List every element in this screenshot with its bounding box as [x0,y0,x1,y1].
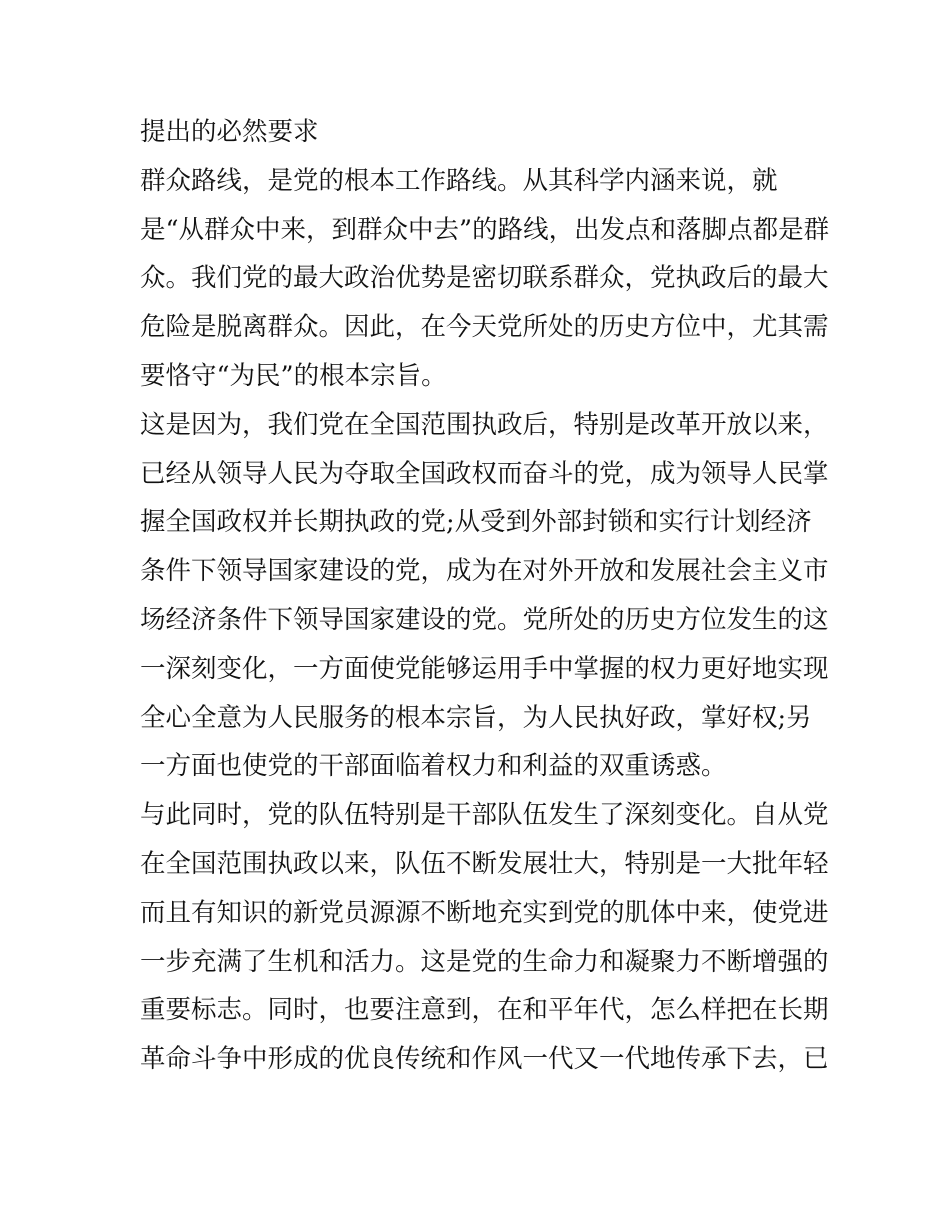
text-line: 危险是脱离群众。因此，在今天党所处的历史方位中，尤其需 [140,312,829,343]
text-line: 这是因为，我们党在全国范围执政后，特别是改革开放以来， [140,409,829,440]
text-line: 众。我们党的最大政治优势是密切联系群众，党执政后的最大 [140,263,829,294]
text-line: 全心全意为人民服务的根本宗旨，为人民执好政，掌好权;另 [140,702,812,733]
text-line: 重要标志。同时，也要注意到，在和平年代，怎么样把在长期 [140,995,829,1026]
text-line: 提出的必然要求 [140,117,319,147]
text-line: 革命斗争中形成的优良传统和作风一代又一代地传承下去，已 [140,1044,829,1075]
text-line: 握全国政权并长期执政的党;从受到外部封锁和实行计划经济 [140,507,812,538]
document-body [140,108,830,1084]
text-line: 要恪守“为民”的根本宗旨。 [140,360,447,391]
text-line: 一方面也使党的干部面临着权力和利益的双重诱惑。 [140,751,727,782]
text-line: 已经从领导人民为夺取全国政权而奋斗的党，成为领导人民掌 [140,458,829,489]
text-line: 而且有知识的新党员源源不断地充实到党的肌体中来，使党进 [140,897,829,928]
text-line: 是“从群众中来，到群众中去”的路线，出发点和落脚点都是群 [140,214,830,245]
text-line: 一步充满了生机和活力。这是党的生命力和凝聚力不断增强的 [140,946,829,977]
text-line: 场经济条件下领导国家建设的党。党所处的历史方位发生的这 [140,604,829,635]
text-line: 条件下领导国家建设的党，成为在对外开放和发展社会主义市 [140,556,829,587]
text-line: 一深刻变化，一方面使党能够运用手中掌握的权力更好地实现 [140,653,829,684]
text-line: 群众路线，是党的根本工作路线。从其科学内涵来说，就 [140,165,778,196]
text-line: 与此同时，党的队伍特别是干部队伍发生了深刻变化。自从党 [140,800,829,831]
text-line: 在全国范围执政以来，队伍不断发展壮大，特别是一大批年轻 [140,848,829,879]
